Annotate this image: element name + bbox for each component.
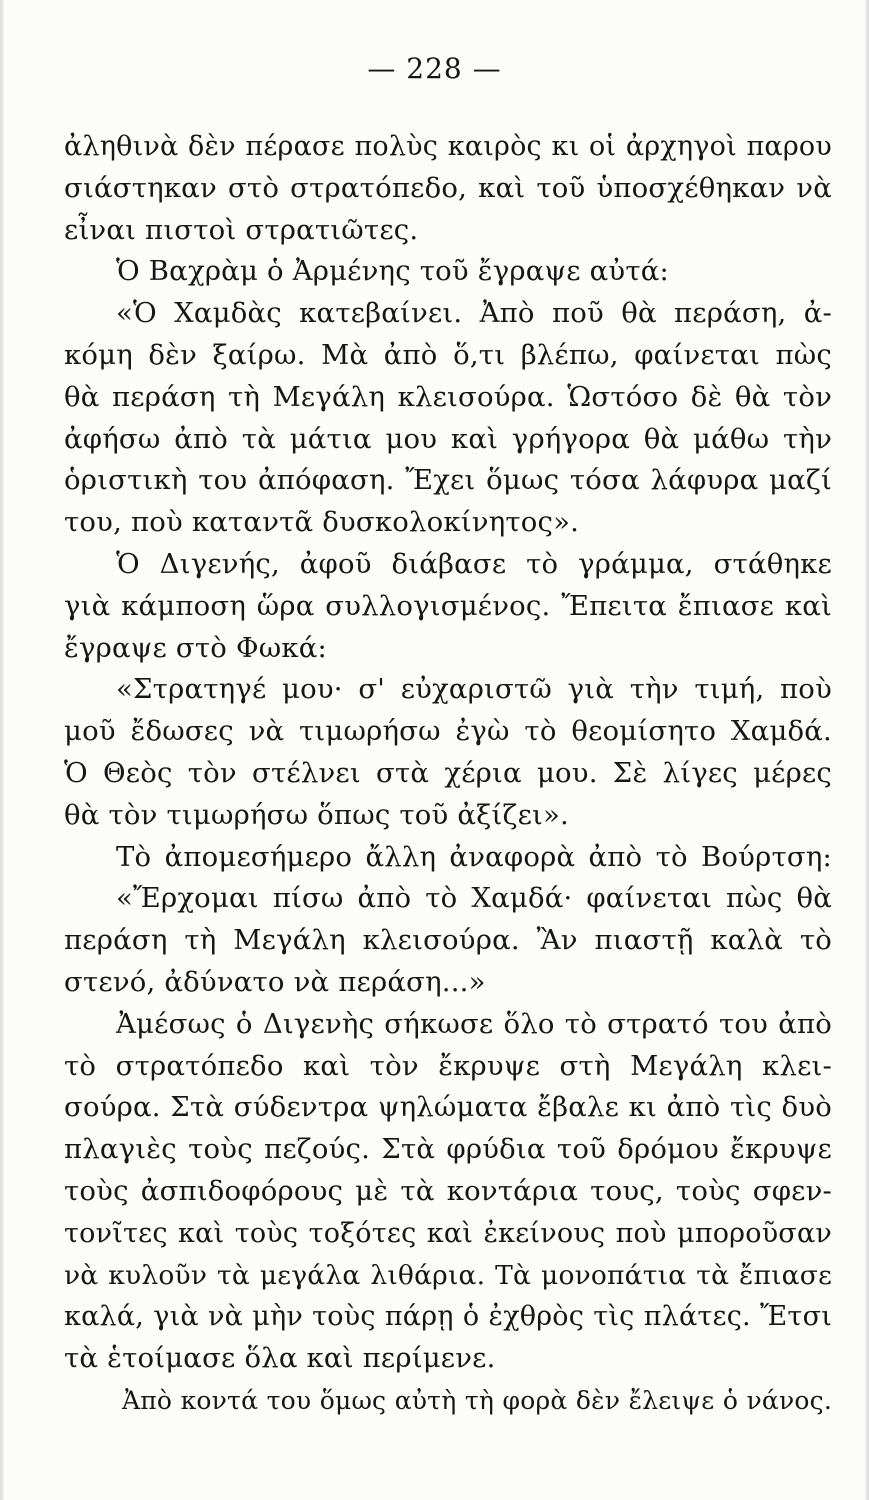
text-line: Τὸ ἀπομεσήμερο ἄλλη ἀναφορὰ ἀπὸ τὸ Βούρτση: <box>116 840 832 873</box>
page-text <box>64 126 832 1422</box>
page-number: — 228 — <box>367 52 502 85</box>
text-line: του, ποὺ καταντᾶ δυσκολοκίνητος». <box>64 506 580 539</box>
text-line: πλαγιὲς τοὺς πεζούς. Στὰ φρύδια τοῦ δρόμου ἔκρυψε <box>64 1133 832 1166</box>
text-line: τονῖτες καὶ τοὺς τοξότες καὶ ἐκείνους ποὺ μποροῦσαν <box>64 1217 832 1249</box>
text-line: νὰ κυλοῦν τὰ μεγάλα λιθάρια. Τὰ μονοπάτια τὰ ἔπιασε <box>64 1259 832 1291</box>
text-line: τὸ στρατόπεδο καὶ τὸν ἔκρυψε στὴ Μεγάλη κλει- <box>64 1049 832 1082</box>
text-line: ἀληθινὰ δὲν πέρασε πολὺς καιρὸς κι οἱ ἀρχηγοὶ παρου <box>64 131 832 162</box>
text-line: περάση τὴ Μεγάλη κλεισούρα. Ἂν πιαστῇ καλὰ τὸ <box>64 924 832 957</box>
text-line: εἶναι πιστοὶ στρατιῶτες. <box>64 213 419 246</box>
text-line: σιάστηκαν στὸ στρατόπεδο, καὶ τοῦ ὑποσχέθηκαν νὰ <box>64 171 832 204</box>
text-line: γιὰ κάμποση ὥρα συλλογισμένος. Ἔπειτα ἔπιασε καὶ <box>64 589 832 622</box>
text-line: τὰ ἑτοίμασε ὅλα καὶ περίμενε. <box>64 1342 496 1375</box>
text-line: στενό, ἀδύνατο νὰ περάση...» <box>64 965 486 998</box>
text-line: σούρα. Στὰ σύδεντρα ψηλώματα ἔβαλε κι ἀπὸ τὶς δυὸ <box>64 1091 832 1124</box>
text-line: θὰ περάση τὴ Μεγάλη κλεισούρα. Ὡστόσο δὲ θὰ τὸν <box>64 380 832 413</box>
text-line: Ὁ Βαχρὰμ ὁ Ἀρμένης τοῦ ἔγραψε αὐτά: <box>116 255 669 288</box>
text-line: «Ὁ Χαμδὰς κατεβαίνει. Ἀπὸ ποῦ θὰ περάση, ἀ- <box>116 297 832 330</box>
text-line: μοῦ ἔδωσες νὰ τιμωρήσω ἐγὼ τὸ θεομίσητο Χαμδά. <box>64 715 832 748</box>
text-line: ἔγραψε στὸ Φωκά: <box>64 631 327 664</box>
text-line: καλά, γιὰ νὰ μὴν τοὺς πάρῃ ὁ ἐχθρὸς τὶς πλάτες. Ἔτσι <box>64 1301 832 1333</box>
text-line: Ὁ Διγενής, ἀφοῦ διάβασε τὸ γράμμα, στάθηκε <box>116 547 832 580</box>
text-line: «Ἔρχομαι πίσω ἀπὸ τὸ Χαμδά· φαίνεται πὼς θὰ <box>116 882 832 915</box>
text-line: κόμη δὲν ξαίρω. Μὰ ἀπὸ ὅ,τι βλέπω, φαίνεται πὼς <box>64 338 832 371</box>
scan-edge-left <box>0 0 4 1500</box>
text-line: ἀφήσω ἀπὸ τὰ μάτια μου καὶ γρήγορα θὰ μάθω τὴν <box>64 422 832 455</box>
text-line: Ὁ Θεὸς τὸν στέλνει στὰ χέρια μου. Σὲ λίγες μέρες <box>64 756 832 789</box>
text-line: τοὺς ἀσπιδοφόρους μὲ τὰ κοντάρια τους, τοὺς σφεν- <box>64 1174 832 1207</box>
text-line: Ἀμέσως ὁ Διγενὴς σήκωσε ὅλο τὸ στρατό του ἀπὸ <box>116 1007 832 1040</box>
scan-edge-right <box>865 0 869 1500</box>
text-line: θὰ τὸν τιμωρήσω ὅπως τοῦ ἀξίζει». <box>64 798 569 831</box>
text-line: «Στρατηγέ μου· σ' εὐχαριστῶ γιὰ τὴν τιμή, ποὺ <box>116 673 832 706</box>
text-line: Ἀπὸ κοντά του ὅμως αὐτὴ τὴ φορὰ δὲν ἔλειψε ὁ νάνος. <box>122 1385 832 1415</box>
text-line: ὁριστικὴ του ἀπόφαση. Ἔχει ὅμως τόσα λάφυρα μαζί <box>64 464 832 497</box>
